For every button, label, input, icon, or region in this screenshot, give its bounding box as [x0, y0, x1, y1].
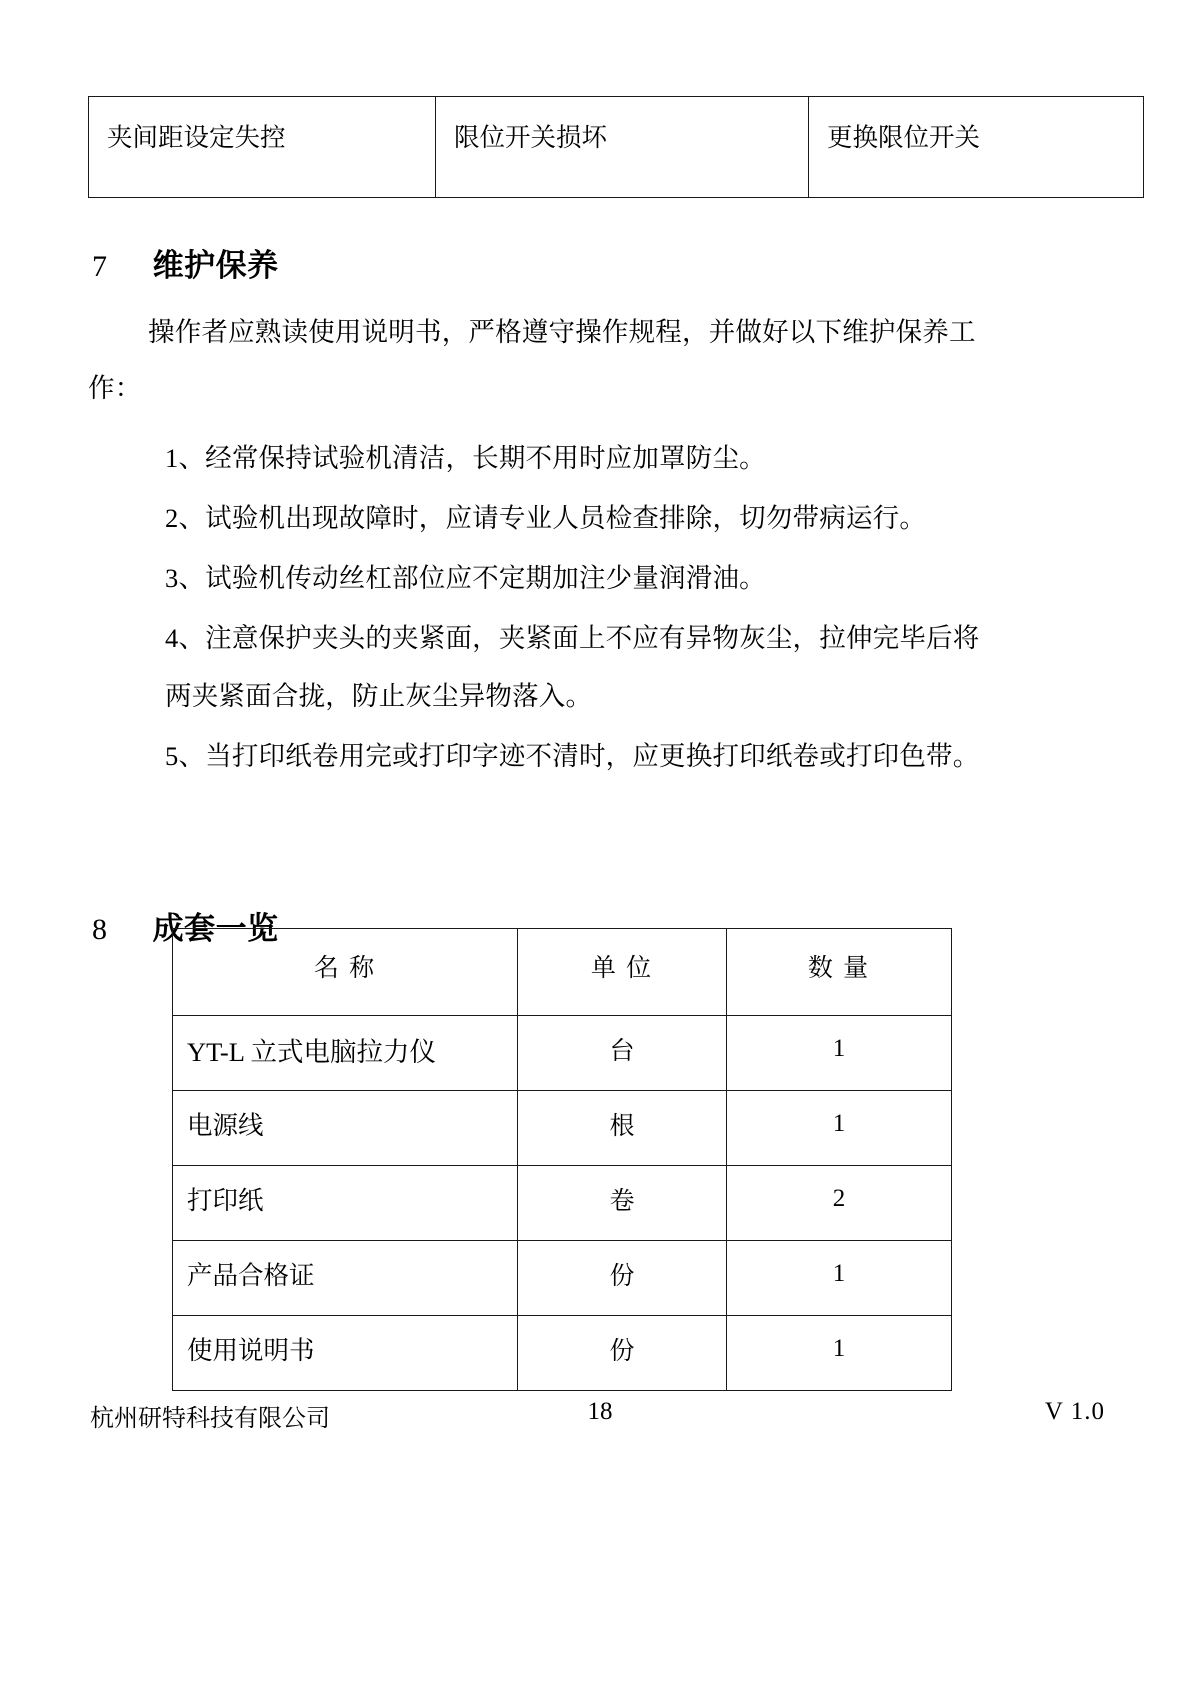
section-title-8: 成套一览: [152, 911, 279, 947]
table-row: [173, 1316, 952, 1391]
table-row: [173, 1091, 952, 1166]
part-quantity: 1: [727, 1316, 952, 1391]
section7-intro-line2: 作：: [88, 373, 142, 403]
part-quantity: 1: [727, 1241, 952, 1316]
part-unit: 份: [518, 1241, 727, 1316]
part-name: 打印纸: [173, 1166, 518, 1241]
maintenance-item-3: 3、试验机传动丝杠部位应不定期加注少量润滑油。: [165, 563, 766, 593]
section-heading-7: [92, 240, 279, 285]
part-unit: 根: [518, 1091, 727, 1166]
part-name: 电源线: [173, 1091, 518, 1166]
parts-list-table: [172, 928, 952, 1391]
part-quantity: 1: [727, 1091, 952, 1166]
parts-list-table-wrapper: [172, 928, 948, 1391]
table-row: [173, 1166, 952, 1241]
fault-table-continued: [88, 96, 1032, 198]
column-header-name: 名 称: [173, 929, 518, 1016]
part-quantity: 2: [727, 1166, 952, 1241]
footer-version: V 1.0: [1044, 1398, 1105, 1425]
fault-cell: 夹间距设定失控: [89, 97, 436, 198]
table-row: [173, 1016, 952, 1091]
remedy-cell: 更换限位开关: [809, 97, 1144, 198]
footer-company-name: 杭州研特科技有限公司: [90, 1404, 330, 1432]
part-unit: 台: [518, 1016, 727, 1091]
maintenance-item-2: 2、试验机出现故障时，应请专业人员检查排除，切勿带病运行。: [165, 503, 927, 533]
part-name: 产品合格证: [173, 1241, 518, 1316]
page-footer: [0, 1398, 1200, 1438]
section-title-7: 维护保养: [152, 248, 279, 284]
cause-cell: 限位开关损坏: [436, 97, 809, 198]
table-row: [173, 1241, 952, 1316]
footer-page-number: 18: [587, 1398, 613, 1425]
maintenance-item-4: 4、注意保护夹头的夹紧面，夹紧面上不应有异物灰尘，拉伸完毕后将: [165, 623, 980, 653]
section-number-7: 7: [92, 250, 108, 283]
column-header-unit: 单 位: [518, 929, 727, 1016]
fault-table: [88, 96, 1144, 198]
column-header-quantity: 数 量: [727, 929, 952, 1016]
part-unit: 份: [518, 1316, 727, 1391]
maintenance-item-4-continued: 两夹紧面合拢，防止灰尘异物落入。: [165, 681, 593, 711]
section7-intro-line1: 操作者应熟读使用说明书，严格遵守操作规程，并做好以下维护保养工: [148, 317, 976, 347]
maintenance-item-1: 1、经常保持试验机清洁，长期不用时应加罩防尘。: [165, 443, 766, 473]
maintenance-item-5: 5、当打印纸卷用完或打印字迹不清时，应更换打印纸卷或打印色带。: [165, 741, 980, 771]
part-name: 使用说明书: [173, 1316, 518, 1391]
part-unit: 卷: [518, 1166, 727, 1241]
part-quantity: 1: [727, 1016, 952, 1091]
table-header-row: [173, 929, 952, 1016]
part-name: YT-L 立式电脑拉力仪: [173, 1016, 518, 1091]
section-number-8: 8: [92, 913, 108, 946]
table-row: [89, 97, 1144, 198]
